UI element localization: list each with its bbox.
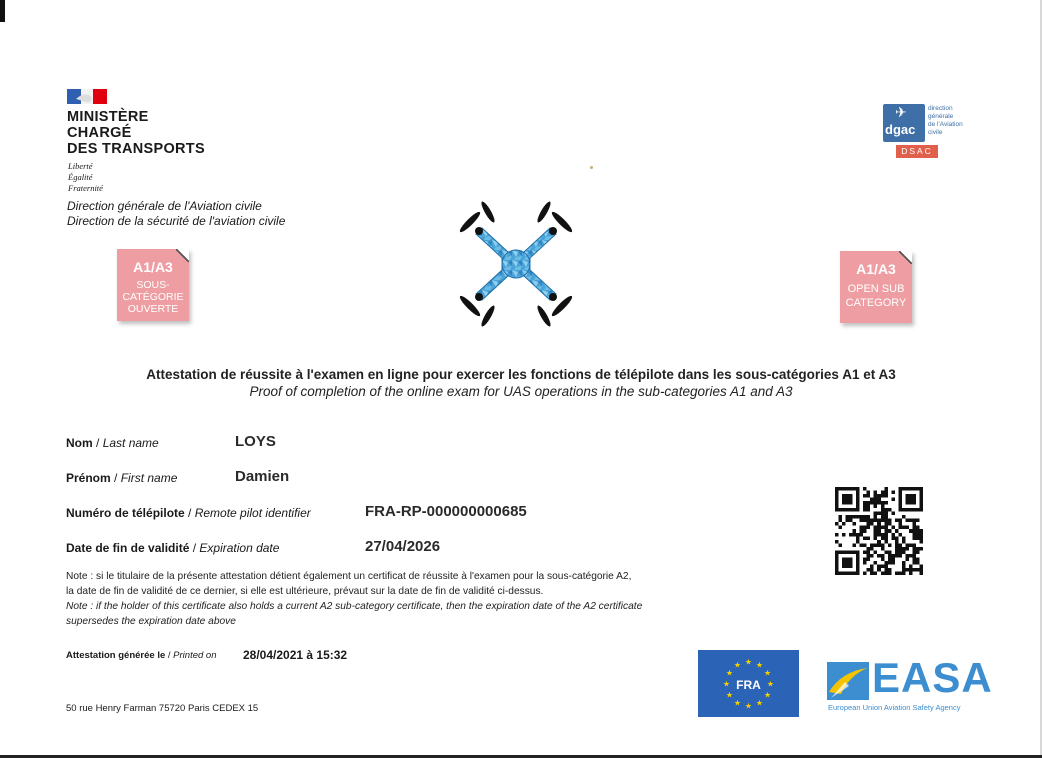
- category-title: A1/A3: [133, 259, 173, 275]
- category-subtitle: [117, 279, 189, 315]
- note-line: Note : si le titulaire de la présente attestation détient également un certificat de réussite à l'examen pour la sous-catégorie A2,: [66, 571, 632, 582]
- svg-text:★: ★: [722, 679, 731, 689]
- republic-motto: [68, 161, 103, 194]
- category-subtitle: [840, 282, 912, 310]
- svg-text:★: ★: [744, 657, 753, 667]
- category-card-fr: [117, 249, 189, 321]
- note-line: supersedes the expiration date above: [66, 616, 236, 627]
- plane-icon: ✈: [895, 104, 907, 120]
- category-sub-line: CATEGORY: [845, 297, 907, 309]
- svg-text:★: ★: [744, 701, 753, 711]
- svg-text:★: ★: [755, 698, 764, 708]
- note-line: la date de fin de validité de ce dernier, si elle est ultérieure, prévaut sur la date de fin de validité ci-dessus.: [66, 586, 544, 597]
- expiry-label: Date de fin de validité / Expiration date: [66, 541, 280, 555]
- easa-wordmark: EASA: [872, 654, 993, 701]
- expiry-value: 27/04/2026: [365, 538, 441, 555]
- dgac-description: [928, 105, 963, 137]
- last-name-label: Nom / Last name: [66, 436, 159, 450]
- direction-line: Direction générale de l'Aviation civile: [67, 199, 262, 213]
- dgac-desc-line: générale: [928, 113, 954, 120]
- label-en: Remote pilot identifier: [194, 506, 311, 520]
- category-sub-line: CATÉGORIE: [122, 291, 184, 303]
- speck: [590, 166, 593, 169]
- motto-line: Liberté: [68, 161, 93, 171]
- certificate-title-fr: Attestation de réussite à l'examen en ligne pour exercer les fonctions de télépilote dans les sous-catégories A1 et A3: [146, 367, 896, 382]
- label-en: Printed on: [173, 650, 217, 661]
- first-name-value: Damien: [235, 468, 290, 485]
- pilot-id-label: Numéro de télépilote / Remote pilot identifier: [66, 506, 311, 520]
- fra-label: FRA: [736, 678, 761, 692]
- ministry-name-line: CHARGÉ: [67, 125, 132, 141]
- dgac-desc-line: de l'Aviation: [928, 121, 963, 128]
- eu-fra-badge: [698, 650, 799, 717]
- marianne-logo: [67, 89, 107, 104]
- dgac-logo-text: dgac: [885, 122, 916, 137]
- direction-line: Direction de la sécurité de l'aviation civile: [67, 213, 286, 228]
- printed-on-value: 28/04/2021 à 15:32: [243, 648, 348, 662]
- svg-text:★: ★: [766, 679, 775, 689]
- label-fr: Prénom: [66, 471, 111, 485]
- motto-line: Égalité: [68, 172, 93, 182]
- category-sub-line: SOUS-: [136, 279, 170, 291]
- scan-artifact: [0, 0, 5, 22]
- dgac-desc-line: civile: [928, 129, 943, 136]
- label-fr: Date de fin de validité: [66, 541, 190, 555]
- svg-text:★: ★: [764, 690, 772, 700]
- certificate-title-en: Proof of completion of the online exam for UAS operations in the sub-categories A1 and A3: [249, 384, 793, 399]
- first-name-label: Prénom / First name: [66, 471, 178, 485]
- drone-icon: [452, 200, 580, 328]
- svg-text:★: ★: [725, 668, 733, 678]
- qr-code: [835, 487, 923, 575]
- ministry-name-line: DES TRANSPORTS: [67, 141, 205, 157]
- easa-logo-icon: [827, 662, 869, 700]
- label-en: Expiration date: [199, 541, 280, 555]
- easa-full-name: European Union Aviation Safety Agency: [828, 703, 961, 712]
- label-fr: Attestation générée le: [66, 650, 166, 661]
- category-title: A1/A3: [856, 261, 896, 277]
- svg-text:★: ★: [733, 698, 742, 708]
- pilot-id-value: FRA-RP-000000000685: [365, 503, 527, 520]
- svg-text:★: ★: [733, 660, 742, 670]
- label-en: First name: [120, 471, 178, 485]
- category-sub-line: OUVERTE: [127, 303, 179, 315]
- category-sub-line: OPEN SUB: [847, 283, 905, 295]
- printed-on-label: Attestation générée le / Printed on: [66, 650, 217, 661]
- label-fr: Nom: [66, 436, 93, 450]
- ministry-name-line: MINISTÈRE: [67, 109, 149, 125]
- label-fr: Numéro de télépilote: [66, 506, 185, 520]
- svg-text:★: ★: [764, 668, 772, 678]
- dsac-badge: DSAC: [896, 145, 938, 158]
- motto-line: Fraternité: [68, 183, 103, 193]
- label-en: Last name: [102, 436, 159, 450]
- last-name-value: LOYS: [235, 433, 276, 450]
- issuing-directions: [67, 199, 285, 228]
- svg-text:★: ★: [725, 690, 733, 700]
- category-card-en: [840, 251, 912, 323]
- address: 50 rue Henry Farman 75720 Paris CEDEX 15: [66, 703, 259, 714]
- dgac-desc-line: direction: [928, 105, 953, 112]
- note-line: Note : if the holder of this certificate also holds a current A2 sub-category certificate, then the expiration date of the A2 certificate: [66, 601, 643, 612]
- note-block: [66, 569, 642, 629]
- svg-text:★: ★: [755, 660, 764, 670]
- ministry-name: [67, 109, 205, 157]
